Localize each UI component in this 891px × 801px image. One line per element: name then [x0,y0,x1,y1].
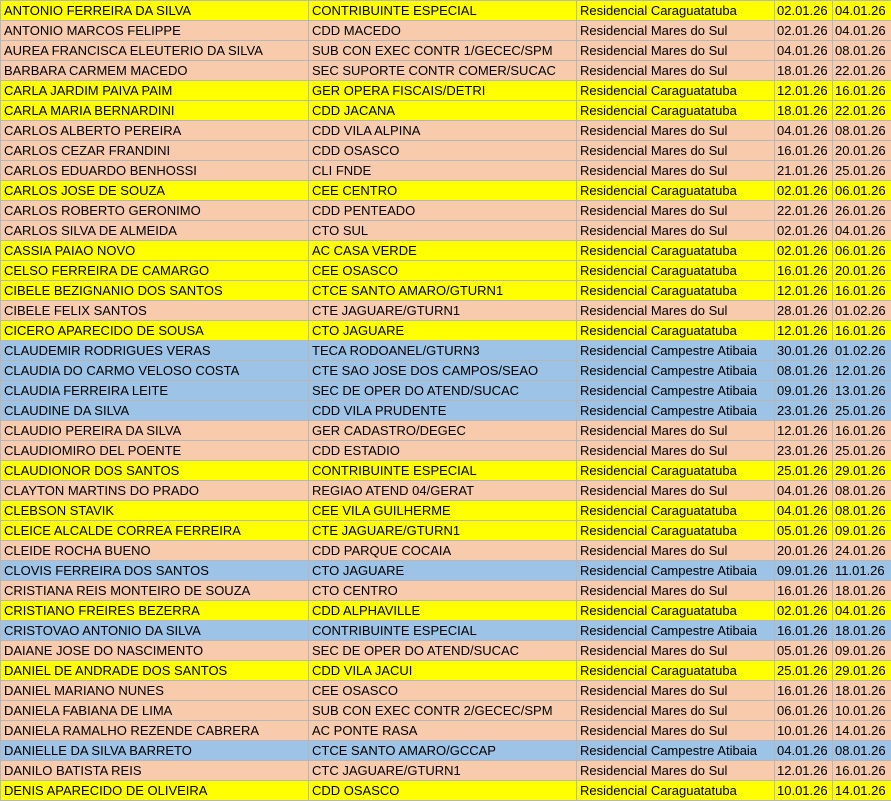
checkout-date-cell[interactable]: 22.01.26 [833,61,891,81]
table-row [1,341,891,361]
checkout-date-cell[interactable]: 08.01.26 [833,41,891,61]
unit-cell[interactable]: CDD PARQUE COCAIA [309,541,577,561]
checkout-date-cell[interactable]: 29.01.26 [833,461,891,481]
residence-cell[interactable]: Residencial Caraguatatuba [577,781,775,801]
guest-name-cell[interactable]: DANIELA FABIANA DE LIMA [1,701,309,721]
checkin-date-cell[interactable]: 25.01.26 [775,661,833,681]
table-row [1,221,891,241]
checkin-date-cell[interactable]: 09.01.26 [775,561,833,581]
guest-name-cell[interactable]: DANIEL MARIANO NUNES [1,681,309,701]
checkout-date-cell[interactable]: 04.01.26 [833,601,891,621]
guest-name-cell[interactable]: CRISTIANA REIS MONTEIRO DE SOUZA [1,581,309,601]
guest-name-cell[interactable]: CARLOS ALBERTO PEREIRA [1,121,309,141]
checkout-date-cell[interactable]: 04.01.26 [833,1,891,21]
checkout-date-cell[interactable]: 16.01.26 [833,81,891,101]
table-row [1,781,891,801]
guest-name-cell[interactable]: CLEICE ALCALDE CORREA FERREIRA [1,521,309,541]
checkout-date-cell[interactable]: 04.01.26 [833,21,891,41]
guest-name-cell[interactable]: CLAUDIONOR DOS SANTOS [1,461,309,481]
guest-name-cell[interactable]: AUREA FRANCISCA ELEUTERIO DA SILVA [1,41,309,61]
checkout-date-cell[interactable]: 01.02.26 [833,301,891,321]
table-row [1,241,891,261]
guest-name-cell[interactable]: CELSO FERREIRA DE CAMARGO [1,261,309,281]
table-row [1,401,891,421]
residence-cell[interactable]: Residencial Mares do Sul [577,201,775,221]
checkin-date-cell[interactable]: 12.01.26 [775,81,833,101]
unit-cell[interactable]: CEE CENTRO [309,181,577,201]
residence-cell[interactable]: Residencial Mares do Sul [577,441,775,461]
table-row [1,581,891,601]
checkin-date-cell[interactable]: 05.01.26 [775,641,833,661]
residence-cell[interactable]: Residencial Caraguatatuba [577,241,775,261]
checkin-date-cell[interactable]: 06.01.26 [775,701,833,721]
checkout-date-cell[interactable]: 16.01.26 [833,421,891,441]
residence-cell[interactable]: Residencial Mares do Sul [577,21,775,41]
checkin-date-cell[interactable]: 12.01.26 [775,281,833,301]
guest-name-cell[interactable]: CLOVIS FERREIRA DOS SANTOS [1,561,309,581]
table-row [1,761,891,781]
residence-cell[interactable]: Residencial Campestre Atibaia [577,381,775,401]
residence-cell[interactable]: Residencial Campestre Atibaia [577,561,775,581]
checkin-date-cell[interactable]: 02.01.26 [775,21,833,41]
checkin-date-cell[interactable]: 02.01.26 [775,221,833,241]
residence-cell[interactable]: Residencial Caraguatatuba [577,1,775,21]
unit-cell[interactable]: AC PONTE RASA [309,721,577,741]
checkin-date-cell[interactable]: 05.01.26 [775,521,833,541]
guest-name-cell[interactable]: ANTONIO FERREIRA DA SILVA [1,1,309,21]
table-row [1,301,891,321]
residence-cell[interactable]: Residencial Mares do Sul [577,141,775,161]
residence-cell[interactable]: Residencial Mares do Sul [577,481,775,501]
table-row [1,501,891,521]
checkout-date-cell[interactable]: 25.01.26 [833,161,891,181]
checkin-date-cell[interactable]: 16.01.26 [775,581,833,601]
checkin-date-cell[interactable]: 16.01.26 [775,621,833,641]
table-row [1,481,891,501]
checkout-date-cell[interactable]: 16.01.26 [833,761,891,781]
residence-cell[interactable]: Residencial Mares do Sul [577,641,775,661]
residence-cell[interactable]: Residencial Campestre Atibaia [577,401,775,421]
residence-cell[interactable]: Residencial Caraguatatuba [577,501,775,521]
unit-cell[interactable]: CDD OSASCO [309,141,577,161]
checkout-date-cell[interactable]: 13.01.26 [833,381,891,401]
table-row [1,641,891,661]
checkin-date-cell[interactable]: 09.01.26 [775,381,833,401]
residence-cell[interactable]: Residencial Mares do Sul [577,701,775,721]
table-row [1,441,891,461]
checkin-date-cell[interactable]: 23.01.26 [775,401,833,421]
unit-cell[interactable]: CTCE SANTO AMARO/GTURN1 [309,281,577,301]
guest-name-cell[interactable]: CASSIA PAIAO NOVO [1,241,309,261]
unit-cell[interactable]: CONTRIBUINTE ESPECIAL [309,461,577,481]
checkout-date-cell[interactable]: 08.01.26 [833,121,891,141]
residence-cell[interactable]: Residencial Caraguatatuba [577,181,775,201]
residence-cell[interactable]: Residencial Mares do Sul [577,761,775,781]
guest-name-cell[interactable]: CARLA JARDIM PAIVA PAIM [1,81,309,101]
table-row [1,741,891,761]
residence-cell[interactable]: Residencial Mares do Sul [577,721,775,741]
table-row [1,261,891,281]
checkout-date-cell[interactable]: 26.01.26 [833,201,891,221]
residence-cell[interactable]: Residencial Mares do Sul [577,61,775,81]
checkin-date-cell[interactable]: 18.01.26 [775,61,833,81]
unit-cell[interactable]: TECA RODOANEL/GTURN3 [309,341,577,361]
table-row [1,181,891,201]
residence-cell[interactable]: Residencial Mares do Sul [577,301,775,321]
table-row [1,521,891,541]
table-row [1,721,891,741]
checkin-date-cell[interactable]: 04.01.26 [775,741,833,761]
guest-name-cell[interactable]: CLEBSON STAVIK [1,501,309,521]
guest-name-cell[interactable]: DAIANE JOSE DO NASCIMENTO [1,641,309,661]
guest-name-cell[interactable]: DANIELLE DA SILVA BARRETO [1,741,309,761]
checkin-date-cell[interactable]: 10.01.26 [775,781,833,801]
checkin-date-cell[interactable]: 16.01.26 [775,681,833,701]
table-row [1,681,891,701]
residence-cell[interactable]: Residencial Mares do Sul [577,421,775,441]
guest-name-cell[interactable]: DANIEL DE ANDRADE DOS SANTOS [1,661,309,681]
guest-name-cell[interactable]: DANIELA RAMALHO REZENDE CABRERA [1,721,309,741]
unit-cell[interactable]: SUB CON EXEC CONTR 2/GECEC/SPM [309,701,577,721]
guest-name-cell[interactable]: CLAUDIO PEREIRA DA SILVA [1,421,309,441]
checkin-date-cell[interactable]: 12.01.26 [775,421,833,441]
residence-cell[interactable]: Residencial Mares do Sul [577,41,775,61]
guest-name-cell[interactable]: BARBARA CARMEM MACEDO [1,61,309,81]
guest-name-cell[interactable]: CLAUDINE DA SILVA [1,401,309,421]
guest-name-cell[interactable]: CLAYTON MARTINS DO PRADO [1,481,309,501]
residence-cell[interactable]: Residencial Mares do Sul [577,221,775,241]
checkin-date-cell[interactable]: 28.01.26 [775,301,833,321]
checkin-date-cell[interactable]: 20.01.26 [775,541,833,561]
guest-name-cell[interactable]: CARLOS EDUARDO BENHOSSI [1,161,309,181]
unit-cell[interactable]: AC CASA VERDE [309,241,577,261]
checkout-date-cell[interactable]: 16.01.26 [833,281,891,301]
residence-cell[interactable]: Residencial Mares do Sul [577,581,775,601]
checkout-date-cell[interactable]: 09.01.26 [833,521,891,541]
table-row [1,321,891,341]
checkout-date-cell[interactable]: 20.01.26 [833,141,891,161]
checkin-date-cell[interactable]: 25.01.26 [775,461,833,481]
checkin-date-cell[interactable]: 02.01.26 [775,181,833,201]
unit-cell[interactable]: CEE OSASCO [309,681,577,701]
table-row [1,41,891,61]
residence-cell[interactable]: Residencial Caraguatatuba [577,521,775,541]
table-row [1,561,891,581]
unit-cell[interactable]: GER CADASTRO/DEGEC [309,421,577,441]
guest-name-cell[interactable]: CARLA MARIA BERNARDINI [1,101,309,121]
table-row [1,621,891,641]
unit-cell[interactable]: CONTRIBUINTE ESPECIAL [309,621,577,641]
unit-cell[interactable]: CDD ESTADIO [309,441,577,461]
checkout-date-cell[interactable]: 18.01.26 [833,621,891,641]
table-row [1,81,891,101]
checkin-date-cell[interactable]: 04.01.26 [775,481,833,501]
residence-cell[interactable]: Residencial Caraguatatuba [577,321,775,341]
unit-cell[interactable]: CTO JAGUARE [309,561,577,581]
unit-cell[interactable]: CTC JAGUARE/GTURN1 [309,761,577,781]
table-row [1,1,891,21]
guest-name-cell[interactable]: CRISTOVAO ANTONIO DA SILVA [1,621,309,641]
table-row [1,361,891,381]
residence-cell[interactable]: Residencial Mares do Sul [577,121,775,141]
table-row [1,601,891,621]
unit-cell[interactable]: CDD ALPHAVILLE [309,601,577,621]
checkout-date-cell[interactable]: 10.01.26 [833,701,891,721]
checkin-date-cell[interactable]: 04.01.26 [775,501,833,521]
residence-cell[interactable]: Residencial Campestre Atibaia [577,361,775,381]
unit-cell[interactable]: CDD MACEDO [309,21,577,41]
checkout-date-cell[interactable]: 09.01.26 [833,641,891,661]
table-row [1,21,891,41]
unit-cell[interactable]: SEC SUPORTE CONTR COMER/SUCAC [309,61,577,81]
table-row [1,121,891,141]
unit-cell[interactable]: SEC DE OPER DO ATEND/SUCAC [309,641,577,661]
checkout-date-cell[interactable]: 16.01.26 [833,321,891,341]
unit-cell[interactable]: CTE SAO JOSE DOS CAMPOS/SEAO [309,361,577,381]
checkin-date-cell[interactable]: 22.01.26 [775,201,833,221]
guest-name-cell[interactable]: CLAUDEMIR RODRIGUES VERAS [1,341,309,361]
guest-name-cell[interactable]: CARLOS ROBERTO GERONIMO [1,201,309,221]
checkout-date-cell[interactable]: 20.01.26 [833,261,891,281]
unit-cell[interactable]: SEC DE OPER DO ATEND/SUCAC [309,381,577,401]
residence-cell[interactable]: Residencial Mares do Sul [577,541,775,561]
checkin-date-cell[interactable]: 21.01.26 [775,161,833,181]
checkout-date-cell[interactable]: 22.01.26 [833,101,891,121]
residence-cell[interactable]: Residencial Campestre Atibaia [577,621,775,641]
unit-cell[interactable]: CTO JAGUARE [309,321,577,341]
residence-cell[interactable]: Residencial Caraguatatuba [577,461,775,481]
unit-cell[interactable]: CTO CENTRO [309,581,577,601]
unit-cell[interactable]: SUB CON EXEC CONTR 1/GECEC/SPM [309,41,577,61]
checkin-date-cell[interactable]: 04.01.26 [775,41,833,61]
checkout-date-cell[interactable]: 29.01.26 [833,661,891,681]
unit-cell[interactable]: CEE VILA GUILHERME [309,501,577,521]
checkout-date-cell[interactable]: 18.01.26 [833,581,891,601]
guest-name-cell[interactable]: CLAUDIA DO CARMO VELOSO COSTA [1,361,309,381]
checkin-date-cell[interactable]: 23.01.26 [775,441,833,461]
residence-cell[interactable]: Residencial Caraguatatuba [577,261,775,281]
checkin-date-cell[interactable]: 08.01.26 [775,361,833,381]
checkin-date-cell[interactable]: 16.01.26 [775,141,833,161]
unit-cell[interactable]: CONTRIBUINTE ESPECIAL [309,1,577,21]
checkout-date-cell[interactable]: 01.02.26 [833,341,891,361]
guest-name-cell[interactable]: CIBELE FELIX SANTOS [1,301,309,321]
guest-name-cell[interactable]: CARLOS SILVA DE ALMEIDA [1,221,309,241]
checkout-date-cell[interactable]: 06.01.26 [833,181,891,201]
checkout-date-cell[interactable]: 18.01.26 [833,681,891,701]
table-row [1,61,891,81]
table-row [1,421,891,441]
table-row [1,541,891,561]
unit-cell[interactable]: GER OPERA FISCAIS/DETRI [309,81,577,101]
guest-name-cell[interactable]: CRISTIANO FREIRES BEZERRA [1,601,309,621]
checkout-date-cell[interactable]: 08.01.26 [833,501,891,521]
unit-cell[interactable]: CDD VILA PRUDENTE [309,401,577,421]
checkin-date-cell[interactable]: 30.01.26 [775,341,833,361]
residence-cell[interactable]: Residencial Campestre Atibaia [577,341,775,361]
guest-name-cell[interactable]: DENIS APARECIDO DE OLIVEIRA [1,781,309,801]
unit-cell[interactable]: REGIAO ATEND 04/GERAT [309,481,577,501]
guest-name-cell[interactable]: CARLOS CEZAR FRANDINI [1,141,309,161]
checkin-date-cell[interactable]: 12.01.26 [775,761,833,781]
guest-name-cell[interactable]: ANTONIO MARCOS FELIPPE [1,21,309,41]
guest-name-cell[interactable]: DANILO BATISTA REIS [1,761,309,781]
residence-cell[interactable]: Residencial Caraguatatuba [577,601,775,621]
residence-cell[interactable]: Residencial Mares do Sul [577,681,775,701]
checkout-date-cell[interactable]: 14.01.26 [833,781,891,801]
residence-cell[interactable]: Residencial Mares do Sul [577,161,775,181]
checkin-date-cell[interactable]: 10.01.26 [775,721,833,741]
checkout-date-cell[interactable]: 14.01.26 [833,721,891,741]
residence-cell[interactable]: Residencial Caraguatatuba [577,101,775,121]
unit-cell[interactable]: CDD OSASCO [309,781,577,801]
checkout-date-cell[interactable]: 12.01.26 [833,361,891,381]
table-row [1,201,891,221]
table-row [1,661,891,681]
residence-cell[interactable]: Residencial Campestre Atibaia [577,741,775,761]
checkout-date-cell[interactable]: 25.01.26 [833,401,891,421]
checkout-date-cell[interactable]: 11.01.26 [833,561,891,581]
checkin-date-cell[interactable]: 16.01.26 [775,261,833,281]
checkout-date-cell[interactable]: 25.01.26 [833,441,891,461]
sheet-body [1,1,891,801]
table-row [1,381,891,401]
guest-name-cell[interactable]: CIBELE BEZIGNANIO DOS SANTOS [1,281,309,301]
checkin-date-cell[interactable]: 02.01.26 [775,1,833,21]
guest-name-cell[interactable]: CARLOS JOSE DE SOUZA [1,181,309,201]
checkin-date-cell[interactable]: 02.01.26 [775,601,833,621]
checkout-date-cell[interactable]: 24.01.26 [833,541,891,561]
table-row [1,281,891,301]
checkout-date-cell[interactable]: 08.01.26 [833,481,891,501]
checkin-date-cell[interactable]: 12.01.26 [775,321,833,341]
unit-cell[interactable]: CDD JACANA [309,101,577,121]
unit-cell[interactable]: CTE JAGUARE/GTURN1 [309,521,577,541]
residence-cell[interactable]: Residencial Caraguatatuba [577,81,775,101]
table-row [1,141,891,161]
guest-name-cell[interactable]: CLAUDIOMIRO DEL POENTE [1,441,309,461]
checkin-date-cell[interactable]: 18.01.26 [775,101,833,121]
unit-cell[interactable]: CDD VILA ALPINA [309,121,577,141]
table-row [1,461,891,481]
guest-name-cell[interactable]: CICERO APARECIDO DE SOUSA [1,321,309,341]
guest-name-cell[interactable]: CLAUDIA FERREIRA LEITE [1,381,309,401]
table-row [1,161,891,181]
checkin-date-cell[interactable]: 04.01.26 [775,121,833,141]
unit-cell[interactable]: CLI FNDE [309,161,577,181]
checkout-date-cell[interactable]: 08.01.26 [833,741,891,761]
residence-cell[interactable]: Residencial Caraguatatuba [577,661,775,681]
table-row [1,701,891,721]
unit-cell[interactable]: CTE JAGUARE/GTURN1 [309,301,577,321]
checkin-date-cell[interactable]: 02.01.26 [775,241,833,261]
unit-cell[interactable]: CDD VILA JACUI [309,661,577,681]
table-row [1,101,891,121]
checkout-date-cell[interactable]: 06.01.26 [833,241,891,261]
checkout-date-cell[interactable]: 04.01.26 [833,221,891,241]
unit-cell[interactable]: CTCE SANTO AMARO/GCCAP [309,741,577,761]
unit-cell[interactable]: CDD PENTEADO [309,201,577,221]
residence-cell[interactable]: Residencial Caraguatatuba [577,281,775,301]
unit-cell[interactable]: CEE OSASCO [309,261,577,281]
guest-name-cell[interactable]: CLEIDE ROCHA BUENO [1,541,309,561]
unit-cell[interactable]: CTO SUL [309,221,577,241]
